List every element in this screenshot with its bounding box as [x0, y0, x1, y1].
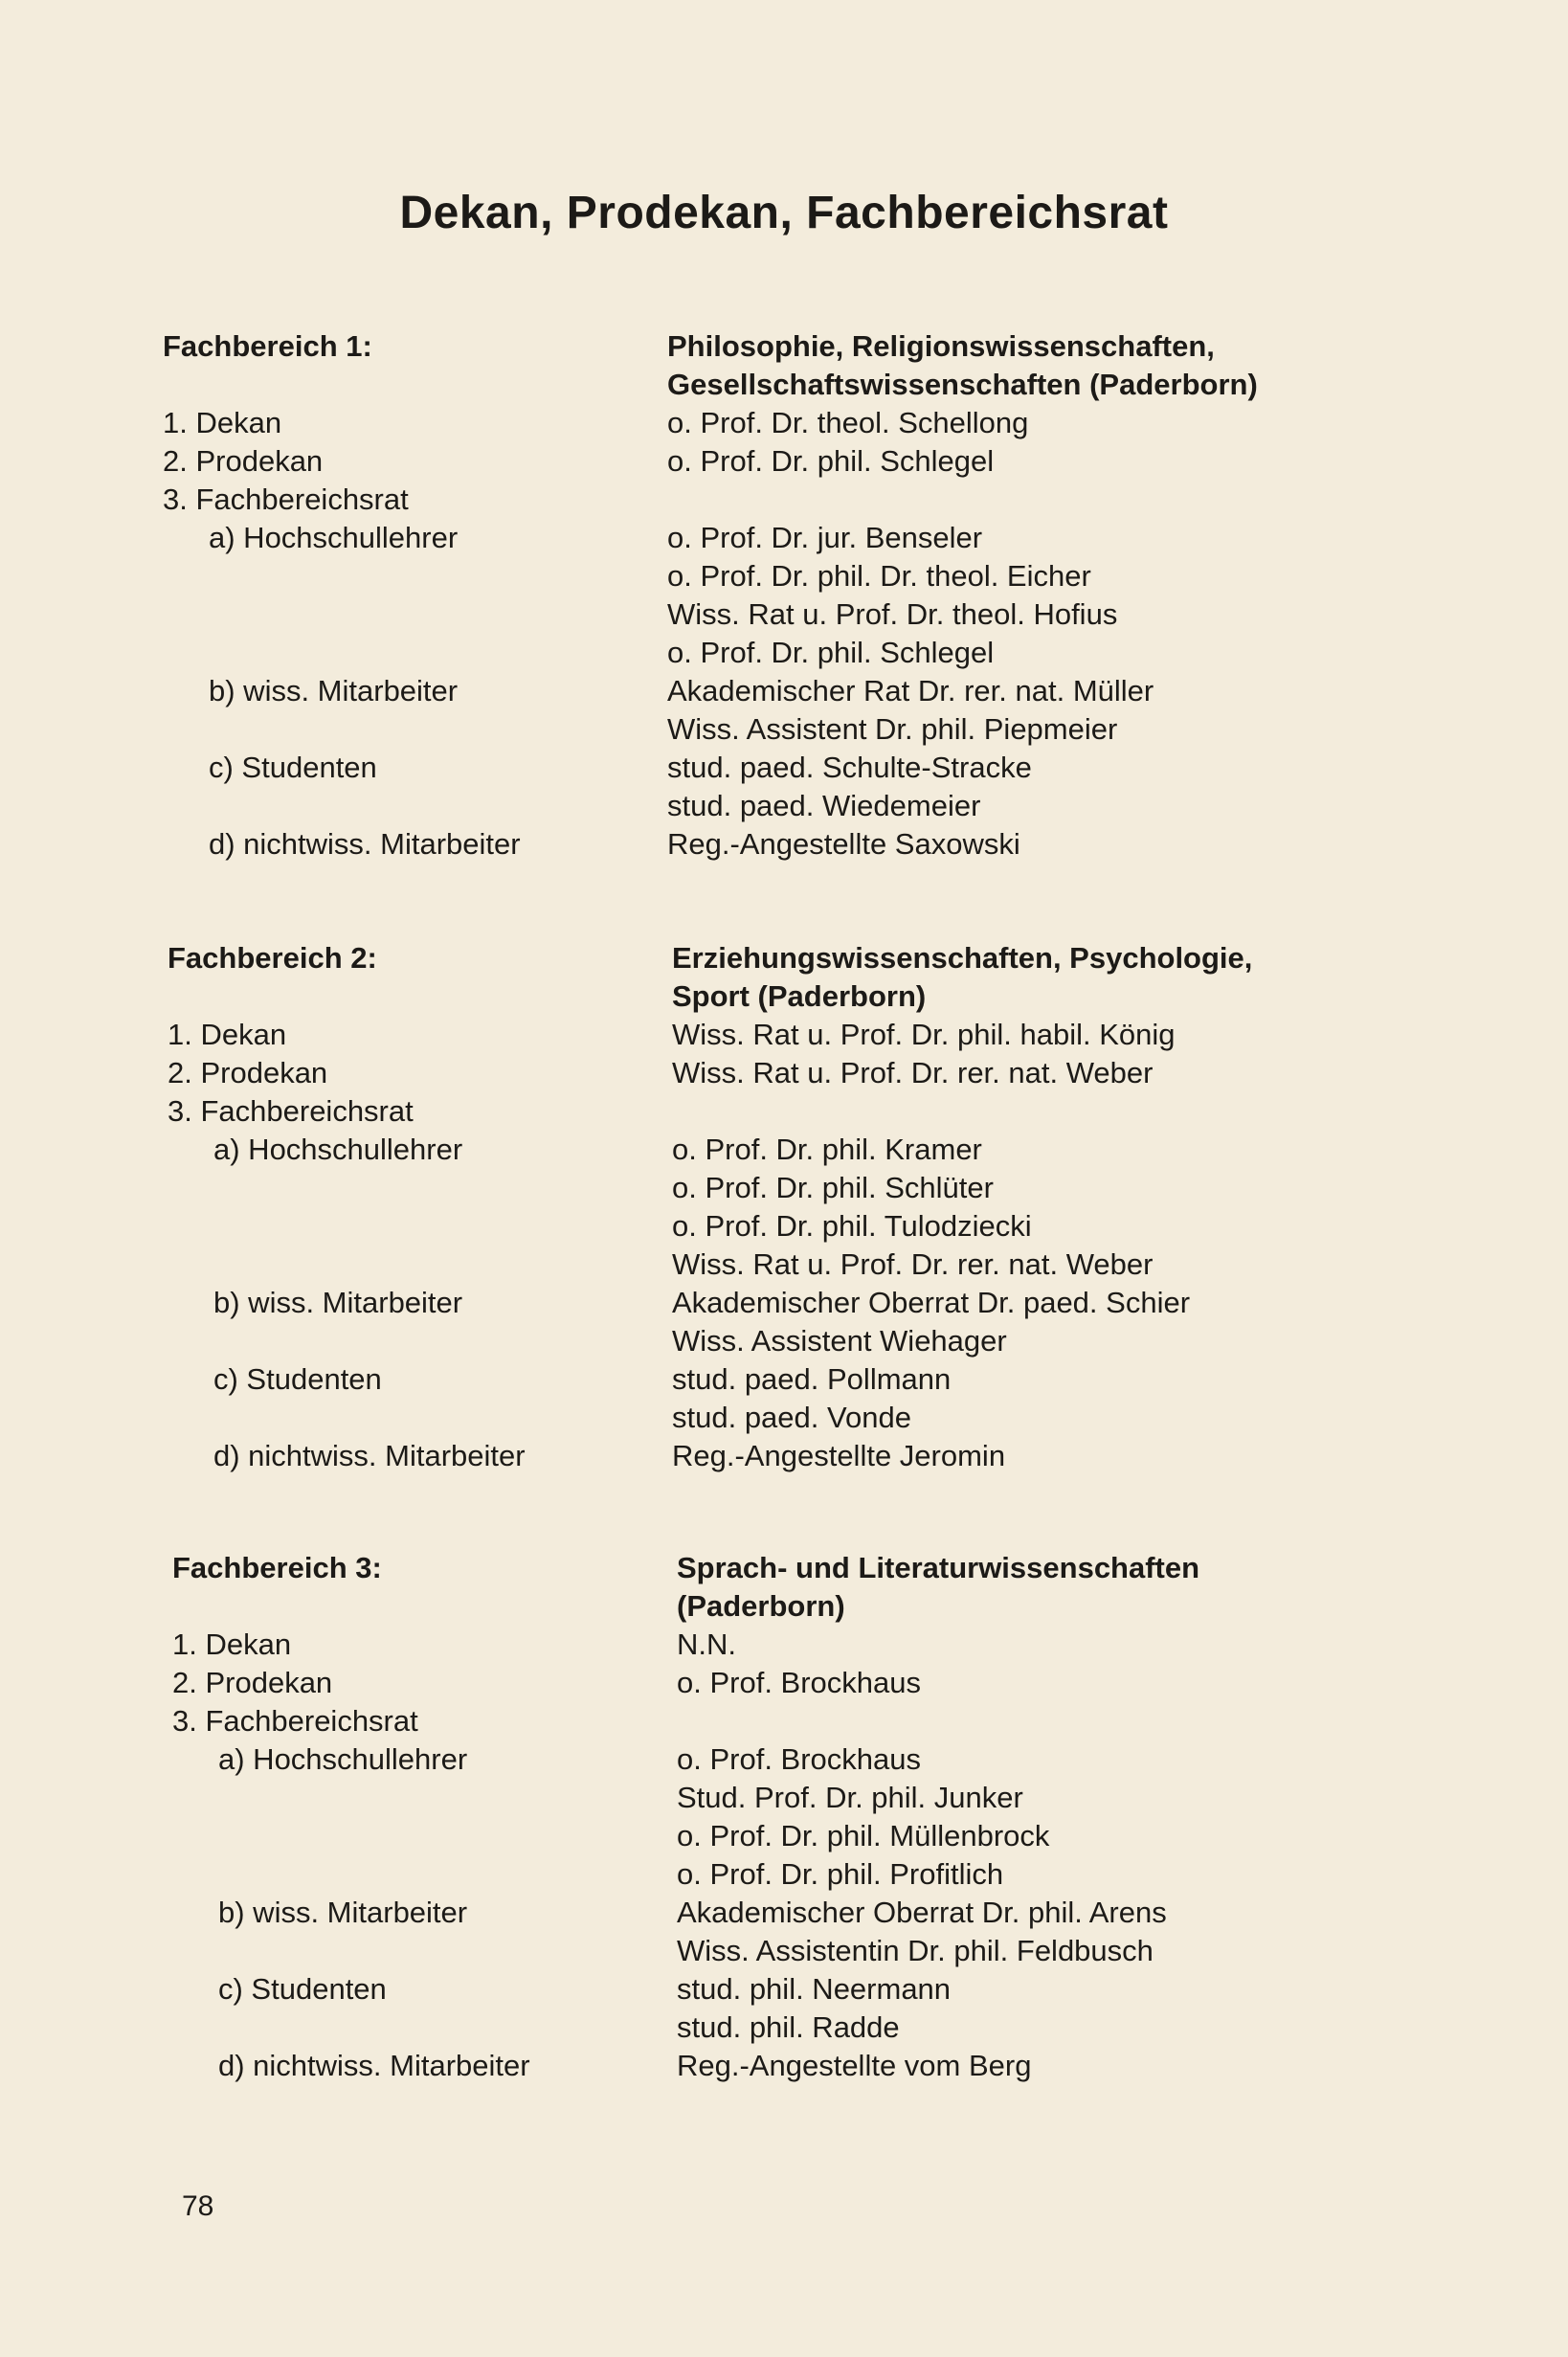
role-dekan: 1. Dekan [163, 406, 282, 439]
page-number: 78 [182, 2190, 214, 2222]
member-mitarbeiter: Wiss. Assistent Wiehager [672, 1324, 1007, 1358]
member-hochschullehrer: o. Prof. Brockhaus [677, 1742, 922, 1776]
role-mitarbeiter: b) wiss. Mitarbeiter [213, 1286, 463, 1319]
member-hochschullehrer: o. Prof. Dr. phil. Schlüter [672, 1171, 994, 1204]
role-hochschullehrer: a) Hochschullehrer [209, 521, 459, 554]
member-hochschullehrer: o. Prof. Dr. phil. Schlegel [667, 636, 995, 669]
member-prodekan: o. Prof. Dr. phil. Schlegel [667, 444, 995, 478]
member-student: stud. paed. Schulte-Stracke [667, 751, 1032, 784]
member-mitarbeiter: Akademischer Oberrat Dr. phil. Arens [677, 1896, 1167, 1929]
member-student: stud. paed. Vonde [672, 1401, 911, 1434]
role-dekan: 1. Dekan [168, 1018, 287, 1051]
section-heading: Fachbereich 2: [168, 941, 377, 975]
member-student: stud. paed. Pollmann [672, 1362, 952, 1396]
role-mitarbeiter: b) wiss. Mitarbeiter [209, 674, 459, 707]
section-heading: Fachbereich 3: [172, 1551, 382, 1584]
member-mitarbeiter: Akademischer Oberrat Dr. paed. Schier [672, 1286, 1191, 1319]
member-hochschullehrer: o. Prof. Dr. phil. Tulodziecki [672, 1209, 1032, 1243]
role-prodekan: 2. Prodekan [168, 1056, 328, 1089]
role-mitarbeiter: b) wiss. Mitarbeiter [218, 1896, 468, 1929]
role-prodekan: 2. Prodekan [172, 1666, 333, 1699]
member-dekan: o. Prof. Dr. theol. Schellong [667, 406, 1029, 439]
role-fachbereichsrat: 3. Fachbereichsrat [172, 1704, 418, 1738]
member-mitarbeiter: Akademischer Rat Dr. rer. nat. Müller [667, 674, 1154, 707]
member-nichtwiss: Reg.-Angestellte Saxowski [667, 827, 1020, 861]
member-hochschullehrer: Wiss. Rat u. Prof. Dr. rer. nat. Weber [672, 1247, 1154, 1281]
member-prodekan: Wiss. Rat u. Prof. Dr. rer. nat. Weber [672, 1056, 1154, 1089]
member-student: stud. phil. Radde [677, 2010, 900, 2044]
member-student: stud. phil. Neermann [677, 1972, 952, 2006]
field-title-line: Sport (Paderborn) [672, 979, 927, 1013]
field-title-line: Sprach- und Literaturwissenschaften [677, 1551, 1200, 1584]
role-hochschullehrer: a) Hochschullehrer [218, 1742, 468, 1776]
member-dekan: Wiss. Rat u. Prof. Dr. phil. habil. König [672, 1018, 1176, 1051]
member-prodekan: o. Prof. Brockhaus [677, 1666, 922, 1699]
role-studenten: c) Studenten [209, 751, 377, 784]
role-fachbereichsrat: 3. Fachbereichsrat [168, 1094, 414, 1128]
member-nichtwiss: Reg.-Angestellte Jeromin [672, 1439, 1006, 1472]
member-mitarbeiter: Wiss. Assistentin Dr. phil. Feldbusch [677, 1934, 1154, 1967]
role-studenten: c) Studenten [213, 1362, 382, 1396]
role-prodekan: 2. Prodekan [163, 444, 324, 478]
role-dekan: 1. Dekan [172, 1627, 292, 1661]
role-studenten: c) Studenten [218, 1972, 387, 2006]
member-hochschullehrer: Stud. Prof. Dr. phil. Junker [677, 1781, 1023, 1814]
member-student: stud. paed. Wiedemeier [667, 789, 981, 822]
role-hochschullehrer: a) Hochschullehrer [213, 1133, 463, 1166]
member-hochschullehrer: o. Prof. Dr. phil. Müllenbrock [677, 1819, 1050, 1852]
role-nichtwiss: d) nichtwiss. Mitarbeiter [209, 827, 521, 861]
member-hochschullehrer: Wiss. Rat u. Prof. Dr. theol. Hofius [667, 597, 1118, 631]
member-hochschullehrer: o. Prof. Dr. phil. Kramer [672, 1133, 982, 1166]
page-title: Dekan, Prodekan, Fachbereichsrat [399, 188, 1169, 238]
field-title-line: (Paderborn) [677, 1589, 845, 1623]
member-hochschullehrer: o. Prof. Dr. phil. Profitlich [677, 1857, 1004, 1891]
section-heading: Fachbereich 1: [163, 329, 372, 363]
field-title-line: Philosophie, Religionswissenschaften, [667, 329, 1215, 363]
member-nichtwiss: Reg.-Angestellte vom Berg [677, 2049, 1032, 2082]
member-mitarbeiter: Wiss. Assistent Dr. phil. Piepmeier [667, 712, 1118, 746]
role-fachbereichsrat: 3. Fachbereichsrat [163, 483, 409, 516]
member-dekan: N.N. [677, 1627, 736, 1661]
field-title-line: Erziehungswissenschaften, Psychologie, [672, 941, 1253, 975]
member-hochschullehrer: o. Prof. Dr. phil. Dr. theol. Eicher [667, 559, 1091, 593]
field-title-line: Gesellschaftswissenschaften (Paderborn) [667, 368, 1258, 401]
role-nichtwiss: d) nichtwiss. Mitarbeiter [218, 2049, 530, 2082]
role-nichtwiss: d) nichtwiss. Mitarbeiter [213, 1439, 526, 1472]
member-hochschullehrer: o. Prof. Dr. jur. Benseler [667, 521, 983, 554]
